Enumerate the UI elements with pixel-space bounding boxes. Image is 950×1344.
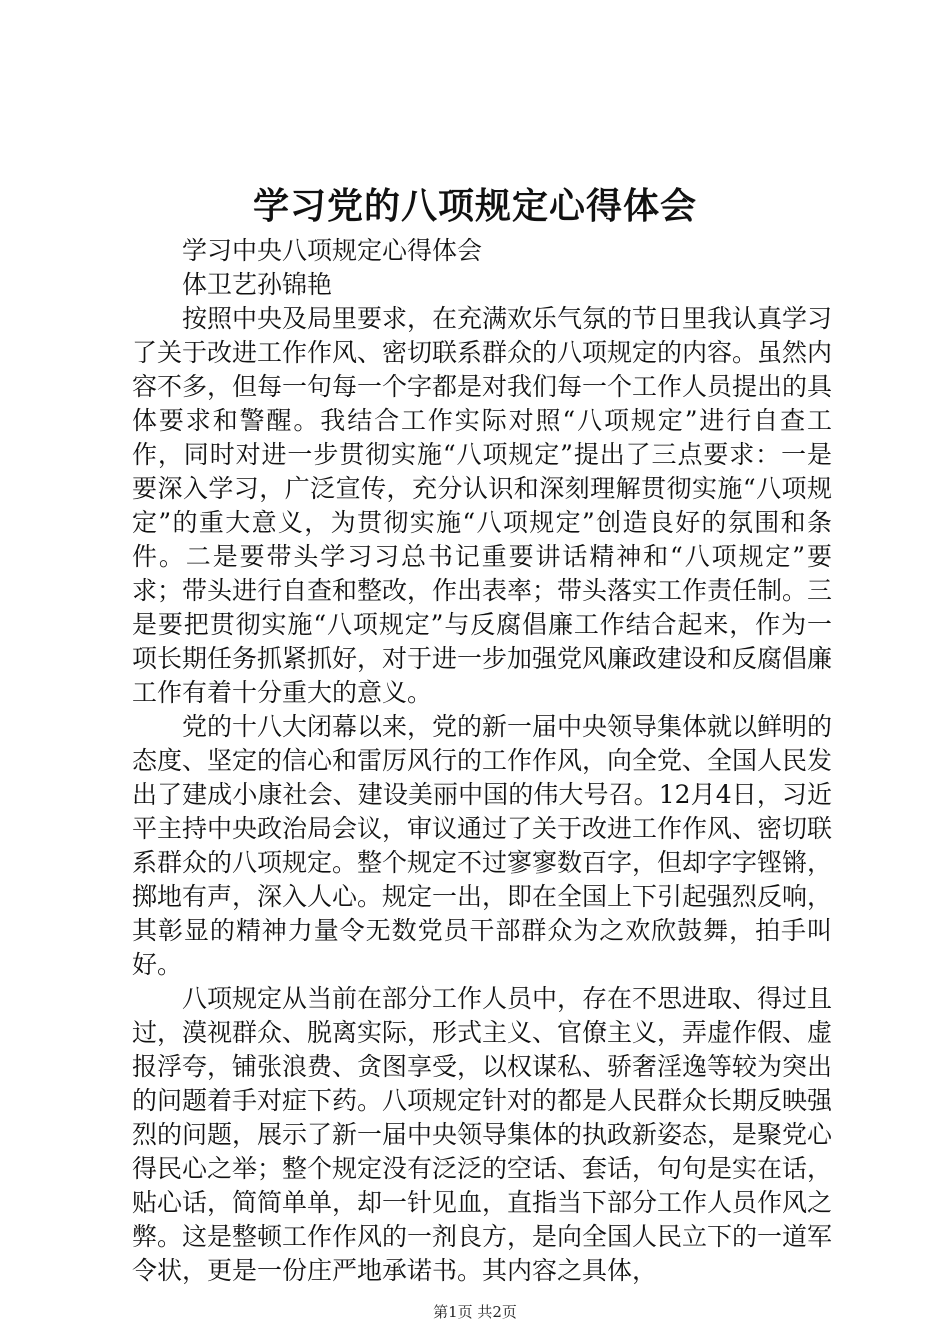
paragraph: 党的十八大闭幕以来，党的新一届中央领导集体就以鲜明的态度、坚定的信心和雷厉风行的工作作风，向全党、全国人民发出了建成小康社会、建设美丽中国的伟大号召。12月4日，习近平主持中央政治局会议，审议通过了关于改进工作作风、密切联系群众的八项规定。整个规定不过寥寥数百字，但却字字铿锵，掷地有声，深入人心。规定一出，即在全国上下引起强烈反响，其彰显的精神力量令无数党员干部群众为之欢欣鼓舞，拍手叫好。 [132, 712, 833, 979]
author-line: 体卫艺孙锦艳 [182, 270, 333, 299]
page-footer: 第1页 共2页 [433, 1303, 517, 1321]
paragraph: 八项规定从当前在部分工作人员中，存在不思进取、得过且过，漠视群众、脱离实际，形式主义、官僚主义，弄虚作假、虚报浮夸，铺张浪费、贪图享受，以权谋私、骄奢淫逸等较为突出的问题着手对症下药。八项规定针对的都是人民群众长期反映强烈的问题，展示了新一届中央领导集体的执政新姿态，是聚党心得民心之举；整个规定没有泛泛的空话、套话，句句是实在话，贴心话，简简单单，却一针见血，直指当下部分工作人员作风之弊。这是整顿工作作风的一剂良方，是向全国人民立下的一道军令状，更是一份庄严地承诺书。其内容之具体， [132, 984, 833, 1285]
document-body [132, 234, 832, 1288]
subtitle-line: 学习中央八项规定心得体会 [182, 236, 483, 265]
paragraph: 按照中央及局里要求，在充满欢乐气氛的节日里我认真学习了关于改进工作作风、密切联系群众的八项规定的内容。虽然内容不多，但每一句每一个字都是对我们每一个工作人员提出的具体要求和警醒。我结合工作实际对照“八项规定”进行自查工作，同时对进一步贯彻实施“八项规定”提出了三点要求：一是要深入学习，广泛宣传，充分认识和深刻理解贯彻实施“八项规定”的重大意义，为贯彻实施“八项规定”创造良好的氛围和条件。二是要带头学习习总书记重要讲话精神和“八项规定”要求；带头进行自查和整改，作出表率；带头落实工作责任制。三是要把贯彻实施“八项规定”与反腐倡廉工作结合起来，作为一项长期任务抓紧抓好，对于进一步加强党风廉政建设和反腐倡廉工作有着十分重大的意义。 [132, 304, 833, 707]
document-title: 学习党的八项规定心得体会 [252, 185, 697, 227]
